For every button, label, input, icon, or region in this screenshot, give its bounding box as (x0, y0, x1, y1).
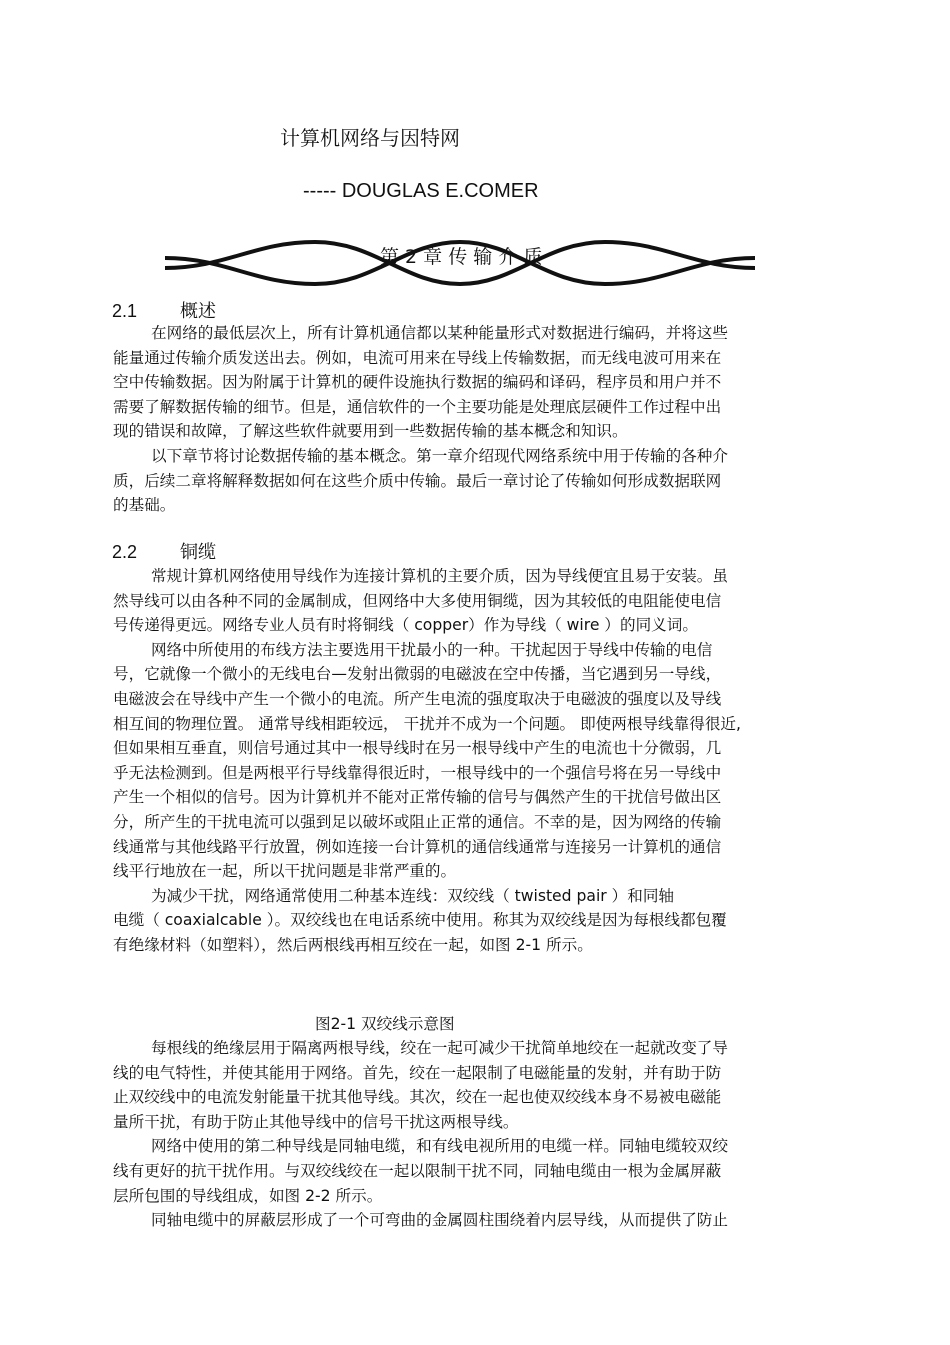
text-line: 产生一个相似的信号。因为计算机并不能对正常传输的信号与偶然产生的干扰信号做出区 (113, 788, 722, 807)
section-number: 2.2 (112, 542, 138, 562)
text-line: 止双绞线中的电流发射能量干扰其他导线。其次，绞在一起也使双绞线本身不易被电磁能 (113, 1088, 722, 1107)
text-line: 电磁波会在导线中产生一个微小的电流。所产生电流的强度取决于电磁波的强度以及导线 (113, 689, 722, 708)
text-line: 乎无法检测到。但是两根平行导线靠得很近时，一根导线中的一个强信号将在另一导线中 (113, 763, 722, 782)
section-heading-2-2 (112, 538, 216, 564)
book-title: 计算机网络与因特网 (280, 126, 460, 150)
text-line: 的基础。 (113, 496, 176, 515)
figure-caption: 图2-1 双绞线示意图 (315, 1015, 455, 1033)
text-line: 常规计算机网络使用导线作为连接计算机的主要介质，因为导线便宜且易于安装。虽 (151, 567, 728, 585)
text-line: 每根线的绝缘层用于隔离两根导线，绞在一起可减少干扰简单地绞在一起就改变了导 (151, 1039, 728, 1057)
text-line: 号传递得更远。网络专业人员有时将铜线（ copper）作为导线（ wire ）的同义词。 (113, 616, 698, 635)
text-line: 有绝缘材料（如塑料），然后两根线再相互绞在一起，如图 2-1 所示。 (113, 935, 593, 954)
text-line: 现的错误和故障，了解这些软件就要用到一些数据传输的基本概念和知识。 (113, 422, 628, 441)
text-line: 网络中使用的第二种导线是同轴电缆，和有线电视所用的电缆一样。同轴电缆较双绞 (151, 1137, 728, 1156)
text-line: 电缆（ coaxialcable ）。双绞线也在电话系统中使用。称其为双绞线是因为每根线都包覆 (113, 911, 727, 930)
chapter-title: 第 2 章 传 输 介 质 (380, 246, 543, 268)
text-line: 同轴电缆中的屏蔽层形成了一个可弯曲的金属圆柱围绕着内层导线，从而提供了防止 (151, 1211, 728, 1230)
text-line: 层所包围的导线组成，如图 2-2 所示。 (113, 1186, 383, 1205)
text-line: 但如果相互垂直，则信号通过其中一根导线时在另一根导线中产生的电流也十分微弱，几 (113, 739, 722, 758)
text-line: 网络中所使用的布线方法主要选用干扰最小的一种。干扰起因于导线中传输的电信 (151, 640, 713, 659)
continuation-body (113, 1036, 848, 1233)
text-line: 线平行地放在一起，所以干扰问题是非常严重的。 (113, 862, 457, 881)
text-line: 然导线可以由各种不同的金属制成，但网络中大多使用铜缆，因为其较低的电阻能使电信 (113, 591, 722, 610)
section-number: 2.1 (112, 301, 138, 321)
text-line: 在网络的最低层次上，所有计算机通信都以某种能量形式对数据进行编码，并将这些 (151, 324, 728, 342)
text-line: 能量通过传输介质发送出去。例如，电流可用来在导线上传输数据，而无线电波可用来在 (113, 348, 722, 367)
section-2-1-body (113, 321, 848, 518)
text-line: 以下章节将讨论数据传输的基本概念。第一章介绍现代网络系统中用于传输的各种介 (151, 446, 728, 465)
section-heading-2-1 (112, 297, 216, 323)
text-line: 相互间的物理位置。 通常导线相距较远， 干扰并不成为一个问题。 即使两根导线靠得很近, (113, 714, 741, 733)
text-line: 分，所产生的干扰电流可以强到足以破坏或阻止正常的通信。不幸的是，因为网络的传输 (113, 812, 722, 831)
text-line: 质，后续二章将解释数据如何在这些介质中传输。最后一章讨论了传输如何形成数据联网 (113, 471, 722, 490)
text-line: 线的电气特性，并使其能用于网络。首先，绞在一起限制了电磁能量的发射，并有助于防 (113, 1063, 722, 1082)
text-line: 量所干扰，有助于防止其他导线中的信号干扰这两根导线。 (113, 1112, 519, 1131)
section-2-2-body (113, 564, 848, 958)
section-title: 铜缆 (180, 542, 216, 563)
section-title: 概述 (180, 301, 216, 322)
text-line: 需要了解数据传输的细节。但是，通信软件的一个主要功能是处理底层硬件工作过程中出 (113, 397, 722, 416)
book-author: ----- DOUGLAS E.COMER (303, 180, 539, 202)
text-line: 线通常与其他线路平行放置，例如连接一台计算机的通信线通常与连接另一计算机的通信 (113, 837, 722, 856)
text-line: 号，它就像一个微小的无线电台—发射出微弱的电磁波在空中传播，当它遇到另一导线， (113, 665, 722, 684)
text-line: 空中传输数据。因为附属于计算机的硬件设施执行数据的编码和译码，程序员和用户并不 (113, 373, 722, 392)
text-line: 线有更好的抗干扰作用。与双绞线绞在一起以限制干扰不同，同轴电缆由一根为金属屏蔽 (113, 1161, 722, 1180)
text-line: 为减少干扰，网络通常使用二种基本连线：双绞线（ twisted pair ）和同轴 (151, 886, 675, 905)
